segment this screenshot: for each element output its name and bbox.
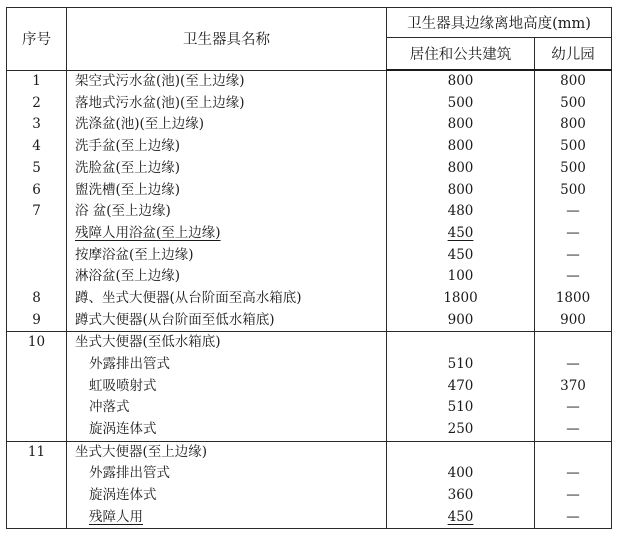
table-row — [7, 463, 612, 485]
row-no: 2 — [7, 93, 67, 115]
height-public: 900 — [387, 310, 535, 332]
table-row — [7, 158, 612, 180]
table-row — [7, 136, 612, 158]
height-kindergarten — [535, 441, 612, 463]
row-no — [7, 485, 67, 507]
height-public: 450 — [387, 245, 535, 267]
height-public — [387, 223, 535, 245]
table-row — [7, 93, 612, 115]
row-no: 4 — [7, 136, 67, 158]
height-kindergarten: 800 — [535, 70, 612, 93]
fixture-name: 外露排出管式 — [67, 354, 387, 376]
height-kindergarten: 800 — [535, 114, 612, 136]
height-public: 500 — [387, 93, 535, 115]
header-fixture-name: 卫生器具名称 — [67, 8, 387, 71]
fixture-name — [67, 507, 387, 529]
fixture-name: 旋涡连体式 — [67, 485, 387, 507]
fixture-name: 坐式大便器(至低水箱底) — [67, 332, 387, 354]
table-row — [7, 201, 612, 223]
height-public: 360 — [387, 485, 535, 507]
height-public: 800 — [387, 179, 535, 201]
height-kindergarten: — — [535, 201, 612, 223]
height-public: 510 — [387, 397, 535, 419]
height-public: 800 — [387, 158, 535, 180]
row-no — [7, 266, 67, 288]
height-public — [387, 441, 535, 463]
height-kindergarten — [535, 332, 612, 354]
row-no — [7, 463, 67, 485]
height-kindergarten: — — [535, 419, 612, 441]
table-body — [7, 70, 612, 529]
fixture-name — [67, 223, 387, 245]
fixture-name: 洗涤盆(池)(至上边缘) — [67, 114, 387, 136]
table-row — [7, 441, 612, 463]
table-row — [7, 354, 612, 376]
fixture-name: 洗脸盆(至上边缘) — [67, 158, 387, 180]
row-no: 7 — [7, 201, 67, 223]
table-row — [7, 266, 612, 288]
height-kindergarten: 500 — [535, 136, 612, 158]
fixture-name: 旋涡连体式 — [67, 419, 387, 441]
height-public — [387, 507, 535, 529]
header-residential-public: 居住和公共建筑 — [387, 38, 535, 71]
height-public: 480 — [387, 201, 535, 223]
height-kindergarten: 500 — [535, 158, 612, 180]
height-public — [387, 332, 535, 354]
table-row — [7, 419, 612, 441]
fixture-name: 洗手盆(至上边缘) — [67, 136, 387, 158]
header-edge-height: 卫生器具边缘离地高度(mm) — [387, 8, 612, 38]
table-row — [7, 507, 612, 529]
fixture-name-text: 残障人用 — [89, 508, 143, 525]
table-row — [7, 332, 612, 354]
height-kindergarten: 500 — [535, 179, 612, 201]
height-public: 250 — [387, 419, 535, 441]
fixture-name: 淋浴盆(至上边缘) — [67, 266, 387, 288]
table-row — [7, 114, 612, 136]
height-kindergarten: — — [535, 485, 612, 507]
height-public: 800 — [387, 70, 535, 93]
height-public: 510 — [387, 354, 535, 376]
table-row — [7, 485, 612, 507]
table-row — [7, 179, 612, 201]
row-no — [7, 397, 67, 419]
row-no — [7, 507, 67, 529]
row-no — [7, 419, 67, 441]
height-public: 400 — [387, 463, 535, 485]
row-no: 5 — [7, 158, 67, 180]
row-no: 9 — [7, 310, 67, 332]
height-kindergarten: 500 — [535, 93, 612, 115]
fixture-name: 虹吸喷射式 — [67, 376, 387, 398]
header-kindergarten: 幼儿园 — [535, 38, 612, 71]
height-kindergarten: — — [535, 507, 612, 529]
row-no — [7, 223, 67, 245]
fixture-name: 按摩浴盆(至上边缘) — [67, 245, 387, 267]
table-row — [7, 223, 612, 245]
fixture-name: 浴 盆(至上边缘) — [67, 201, 387, 223]
table-row — [7, 376, 612, 398]
height-kindergarten: — — [535, 354, 612, 376]
header-no: 序号 — [7, 8, 67, 71]
row-no: 1 — [7, 70, 67, 93]
table-row — [7, 288, 612, 310]
height-kindergarten: 370 — [535, 376, 612, 398]
height-kindergarten: — — [535, 397, 612, 419]
row-no: 3 — [7, 114, 67, 136]
fixture-name-text: 残障人用浴盆(至上边缘) — [75, 224, 221, 241]
fixture-name: 落地式污水盆(池)(至上边缘) — [67, 93, 387, 115]
row-no: 10 — [7, 332, 67, 354]
height-public-text: 450 — [447, 508, 474, 525]
height-kindergarten: — — [535, 223, 612, 245]
row-no — [7, 376, 67, 398]
fixture-name: 蹲式大便器(从台阶面至低水箱底) — [67, 310, 387, 332]
table-row — [7, 310, 612, 332]
height-public-text: 450 — [447, 224, 474, 241]
row-no — [7, 354, 67, 376]
height-public: 800 — [387, 136, 535, 158]
row-no: 6 — [7, 179, 67, 201]
table-row — [7, 70, 612, 93]
fixture-name: 架空式污水盆(池)(至上边缘) — [67, 70, 387, 93]
fixture-height-table — [6, 7, 612, 529]
height-kindergarten: 900 — [535, 310, 612, 332]
row-no: 8 — [7, 288, 67, 310]
table-row — [7, 245, 612, 267]
height-public: 100 — [387, 266, 535, 288]
fixture-name: 坐式大便器(至上边缘) — [67, 441, 387, 463]
height-public: 800 — [387, 114, 535, 136]
fixture-name: 外露排出管式 — [67, 463, 387, 485]
height-public: 1800 — [387, 288, 535, 310]
fixture-name: 冲落式 — [67, 397, 387, 419]
table-header — [7, 8, 612, 71]
fixture-name: 蹲、坐式大便器(从台阶面至高水箱底) — [67, 288, 387, 310]
fixture-name: 盥洗槽(至上边缘) — [67, 179, 387, 201]
height-kindergarten: — — [535, 266, 612, 288]
table-row — [7, 397, 612, 419]
height-public: 470 — [387, 376, 535, 398]
row-no: 11 — [7, 441, 67, 463]
row-no — [7, 245, 67, 267]
height-kindergarten: — — [535, 245, 612, 267]
height-kindergarten: 1800 — [535, 288, 612, 310]
height-kindergarten: — — [535, 463, 612, 485]
